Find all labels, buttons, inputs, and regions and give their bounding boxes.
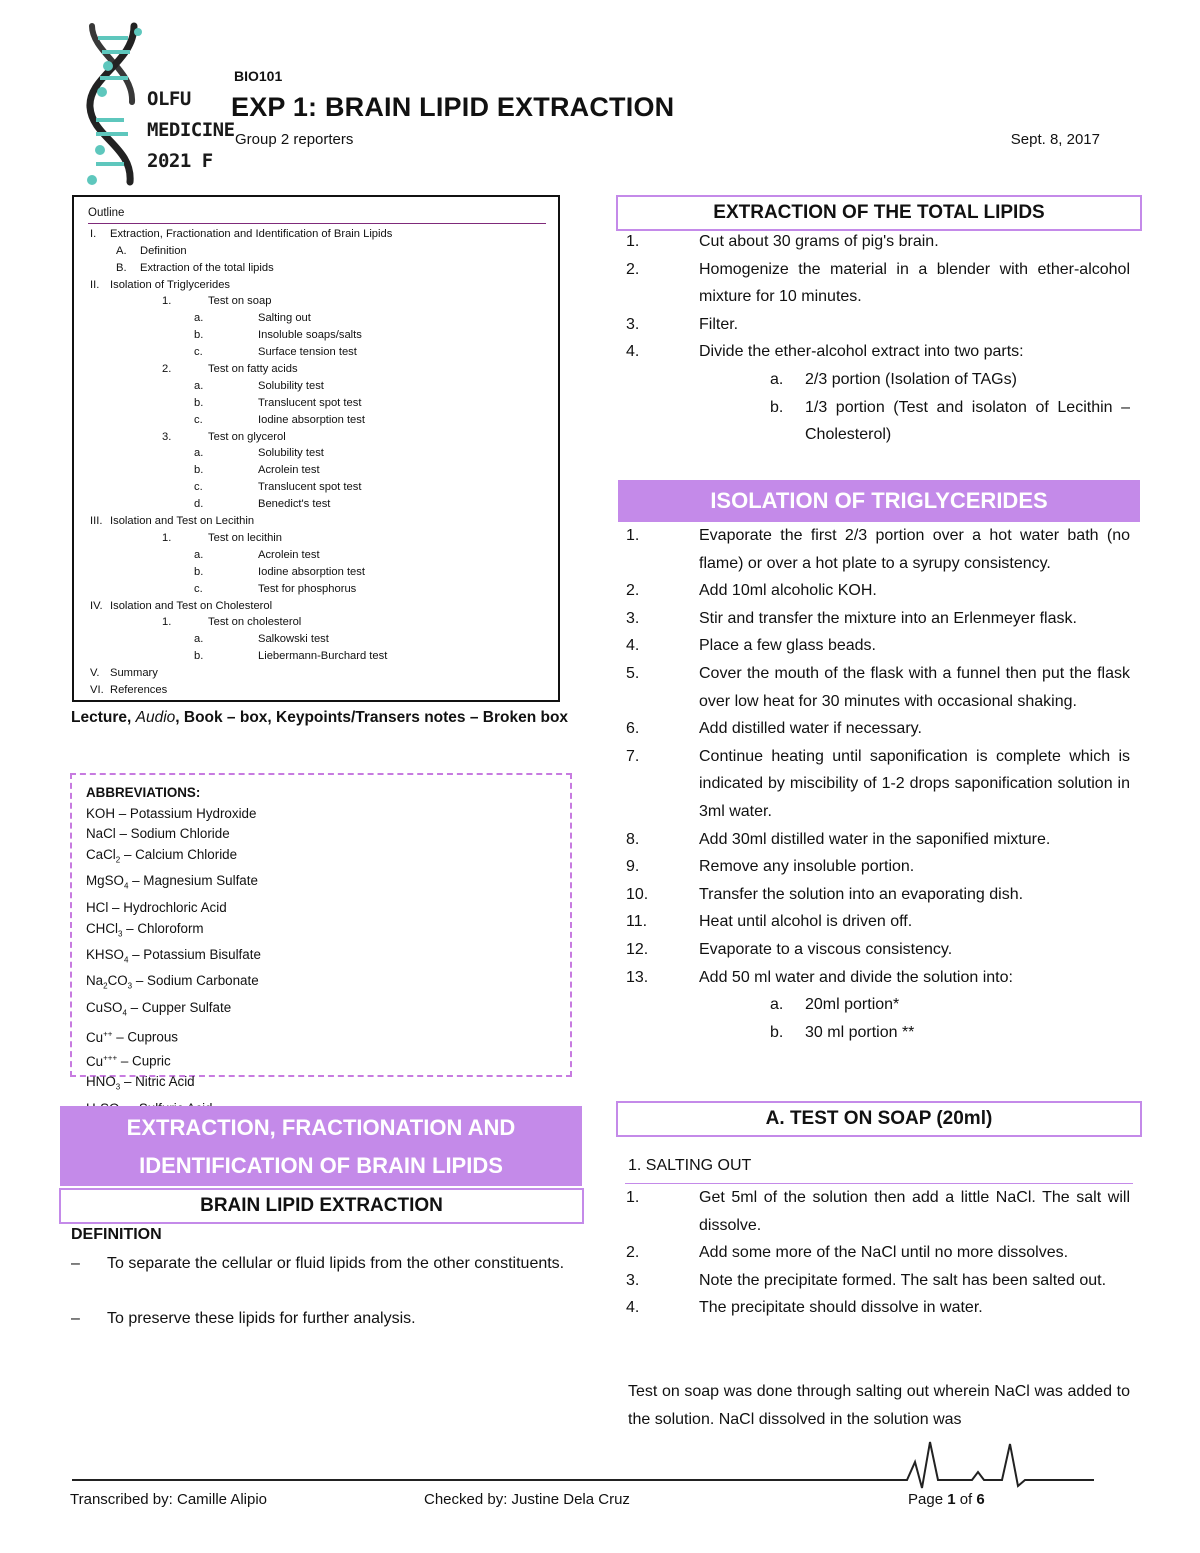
list-item: 3. Stir and transfer the mixture into an Erlenmeyer flask.	[626, 609, 1077, 627]
list-item: 6. Add distilled water if necessary.	[626, 720, 922, 738]
outline-item: II. Isolation of Triglycerides	[90, 278, 231, 291]
abbreviations-box	[70, 773, 572, 1093]
outline-item: a. Salkowski test	[194, 633, 329, 646]
logo-text: OLFU MEDICINE 2021 F	[147, 88, 235, 172]
outline-item: 1. Test on lecithin	[162, 531, 283, 544]
abbreviation-formula: CHCl$_3$	[86, 920, 123, 939]
list-item: 9. Remove any insoluble portion.	[626, 858, 915, 876]
list-item: 4. The precipitate should dissolve in water.	[626, 1299, 983, 1317]
abbreviation-formula: $KHSO_4$	[86, 946, 129, 965]
outline-item: b. Translucent spot test	[194, 396, 362, 409]
list-item: 1. Get 5ml of the solution then add a little NaCl. The salt will dissolve.	[626, 1189, 1130, 1234]
abbreviation-name: Cupric	[132, 1053, 171, 1069]
sub-list-item: a. 20ml portion*	[770, 996, 900, 1014]
triglyceride-steps	[626, 522, 1130, 1046]
abbreviation-item: CuSO$_4$ – Cupper Sulfate	[86, 999, 232, 1018]
definition-heading: DEFINITION	[71, 1226, 162, 1243]
abbreviation-formula: KOH	[86, 805, 116, 821]
abbreviation-item: $Na_2CO_3$ – Sodium Carbonate	[86, 973, 259, 991]
abbreviation-name: Cuprous	[127, 1029, 178, 1045]
list-item: 12. Evaporate to a viscous consistency.	[626, 940, 953, 958]
abbreviation-formula: MgSO$_4$	[86, 873, 129, 892]
abbreviation-item: CaCl$_2$ – Calcium Chloride	[86, 847, 238, 865]
section-band-triglycerides: ISOLATION OF TRIGLYCERIDES	[618, 480, 1140, 522]
outline-item: 1. Test on soap	[162, 295, 272, 308]
list-item: 13. Add 50 ml water and divide the solution into:	[626, 968, 1013, 986]
outline-item: a. Salting out	[194, 312, 311, 325]
salting-out-steps	[626, 1184, 1130, 1322]
outline-item: 3. Test on glycerol	[162, 430, 286, 443]
outline-list	[88, 226, 546, 699]
abbreviation-name: Sodium Chloride	[130, 826, 230, 842]
dna-helix-icon	[78, 22, 148, 187]
abbreviation-name: Calcium Chloride	[135, 847, 238, 863]
abbreviation-name: Sodium Carbonate	[147, 973, 259, 989]
sub-list-item: a. 2/3 portion (Isolation of TAGs)	[770, 370, 1017, 388]
abbreviation-item: CHCl$_3$ – Chloroform	[86, 920, 204, 939]
outline-item: b. Acrolein test	[194, 464, 320, 477]
abbreviation-name: Chloroform	[137, 920, 204, 936]
outline-item: V. Summary	[90, 667, 158, 680]
outline-item: c. Translucent spot test	[194, 481, 362, 494]
abbreviations-list	[86, 804, 556, 1125]
abbreviation-item: Cu++ – Cuprous	[86, 1029, 178, 1045]
date-label: Sept. 8, 2017	[1010, 131, 1100, 148]
page-title: EXP 1: BRAIN LIPID EXTRACTION	[231, 92, 675, 122]
outline-item: IV. Isolation and Test on Cholesterol	[90, 599, 273, 612]
footer-page: Page 1 of 6	[908, 1491, 985, 1508]
outline-heading: Outline	[88, 205, 546, 224]
list-item: 1. Cut about 30 grams of pig's brain.	[626, 233, 939, 250]
definition-item: – To separate the cellular or fluid lipids from the other constituents.	[71, 1255, 565, 1272]
abbreviation-name: Hydrochloric Acid	[123, 899, 227, 915]
list-item: 7. Continue heating until saponification is complete which is indicated by miscibility of 1-2 drops saponification solution in 3ml water.	[626, 747, 1130, 820]
outline-item: d. Benedict's test	[194, 498, 331, 511]
outline-item: b. Liebermann-Burchard test	[194, 650, 388, 663]
abbreviation-formula: $Na_2CO_3$	[86, 973, 133, 991]
abbreviation-formula: Cu++	[86, 1029, 113, 1045]
extraction-heading: EXTRACTION OF THE TOTAL LIPIDS	[616, 195, 1142, 231]
abbreviation-formula: NaCl	[86, 826, 116, 842]
abbreviation-item: $KHSO_4$ – Potassium Bisulfate	[86, 946, 261, 965]
sub-list-item: b. 1/3 portion (Test and isolaton of Lecithin – Cholesterol)	[770, 398, 1130, 444]
list-item: 4. Place a few glass beads.	[626, 637, 876, 655]
ecg-heartbeat-line	[72, 1440, 1102, 1490]
abbreviation-name: Magnesium Sulfate	[143, 873, 258, 889]
list-item: 2. Add 10ml alcoholic KOH.	[626, 582, 877, 600]
outline-item: a. Acrolein test	[194, 548, 320, 561]
list-item: 8. Add 30ml distilled water in the saponified mixture.	[626, 830, 1051, 848]
list-item: 4. Divide the ether-alcohol extract into two parts:	[626, 343, 1024, 361]
abbreviation-item: Cu+++ – Cupric	[86, 1053, 171, 1069]
outline-item: c. Test for phosphorus	[194, 582, 357, 595]
outline-item: 1. Test on cholesterol	[162, 616, 302, 629]
abbreviation-formula: HCl	[86, 899, 109, 915]
list-item: 3. Note the precipitate formed. The salt has been salted out.	[626, 1271, 1107, 1289]
abbreviation-item: KOH – Potassium Hydroxide	[86, 805, 257, 821]
legend-note: Lecture, Audio, Book – box, Keypoints/Transers notes – Broken box	[71, 709, 569, 726]
section-band-extraction: EXTRACTION, FRACTIONATION AND IDENTIFICATION OF BRAIN LIPIDS	[60, 1106, 582, 1186]
outline-item: c. Surface tension test	[194, 346, 357, 359]
outline-item: a. Solubility test	[194, 379, 324, 392]
abbreviation-name: Potassium Bisulfate	[143, 946, 261, 962]
list-item: 5. Cover the mouth of the flask with a funnel then put the flask over low heat for 30 minutes with occasional shaking.	[626, 664, 1130, 710]
list-item: 11. Heat until alcohol is driven off.	[626, 913, 913, 931]
outline-item: b. Insoluble soaps/salts	[194, 329, 362, 342]
outline-item: a. Solubility test	[194, 447, 324, 460]
abbreviation-item: NaCl – Sodium Chloride	[86, 826, 230, 842]
outline-item: c. Iodine absorption test	[194, 413, 365, 426]
abbreviation-name: Nitric Acid	[135, 1074, 195, 1090]
outline-item: B. Extraction of the total lipids	[116, 261, 274, 274]
abbreviations-heading: ABBREVIATIONS:	[86, 785, 201, 800]
footer-transcribed: Transcribed by: Camille Alipio	[70, 1491, 268, 1508]
abbreviation-formula: CuSO$_4$	[86, 999, 127, 1018]
outline-box	[72, 195, 560, 702]
salting-out-heading: 1. SALTING OUT	[628, 1157, 752, 1174]
abbreviation-formula: CaCl$_2$	[86, 847, 121, 865]
footer-checked: Checked by: Justine Dela Cruz	[424, 1491, 630, 1508]
soap-paragraph: Test on soap was done through salting out wherein NaCl was added to the solution. NaCl dissolved in the solution was	[628, 1383, 1130, 1428]
course-code: BIO101	[234, 68, 283, 84]
abbreviation-formula: $HNO_3$	[86, 1074, 121, 1093]
list-item: 10. Transfer the solution into an evaporating dish.	[626, 885, 1024, 903]
brain-lipid-extraction-heading: BRAIN LIPID EXTRACTION	[59, 1188, 584, 1224]
abbreviation-item: HCl – Hydrochloric Acid	[86, 899, 227, 915]
outline-item: VI. References	[90, 683, 168, 696]
abbreviation-item: $HNO_3$ – Nitric Acid	[86, 1074, 195, 1093]
abbreviation-formula: Cu+++	[86, 1053, 118, 1069]
outline-item: A. Definition	[116, 244, 187, 257]
test-on-soap-heading: A. TEST ON SOAP (20ml)	[616, 1101, 1142, 1137]
outline-item: 2. Test on fatty acids	[162, 363, 298, 376]
list-item: 3. Filter.	[626, 315, 739, 333]
sub-list-item: b. 30 ml portion **	[770, 1023, 915, 1041]
abbreviation-name: Potassium Hydroxide	[129, 805, 257, 821]
abbreviation-name: Cupper Sulfate	[141, 999, 232, 1015]
abbreviation-item: MgSO$_4$ – Magnesium Sulfate	[86, 873, 258, 892]
outline-item: I. Extraction, Fractionation and Identification of Brain Lipids	[90, 227, 393, 240]
definition-item: – To preserve these lipids for further analysis.	[71, 1310, 416, 1327]
extraction-steps	[626, 228, 1130, 449]
list-item: 1. Evaporate the first 2/3 portion over a hot water bath (no flame) or over a hot plate to a syrupy consistency.	[626, 527, 1130, 572]
outline-item: b. Iodine absorption test	[194, 565, 365, 578]
list-item: 2. Add some more of the NaCl until no more dissolves.	[626, 1244, 1069, 1262]
list-item: 2. Homogenize the material in a blender with ether-alcohol mixture for 10 minutes.	[626, 260, 1130, 306]
outline-item: III. Isolation and Test on Lecithin	[90, 515, 255, 528]
group-label: Group 2 reporters	[235, 131, 354, 148]
